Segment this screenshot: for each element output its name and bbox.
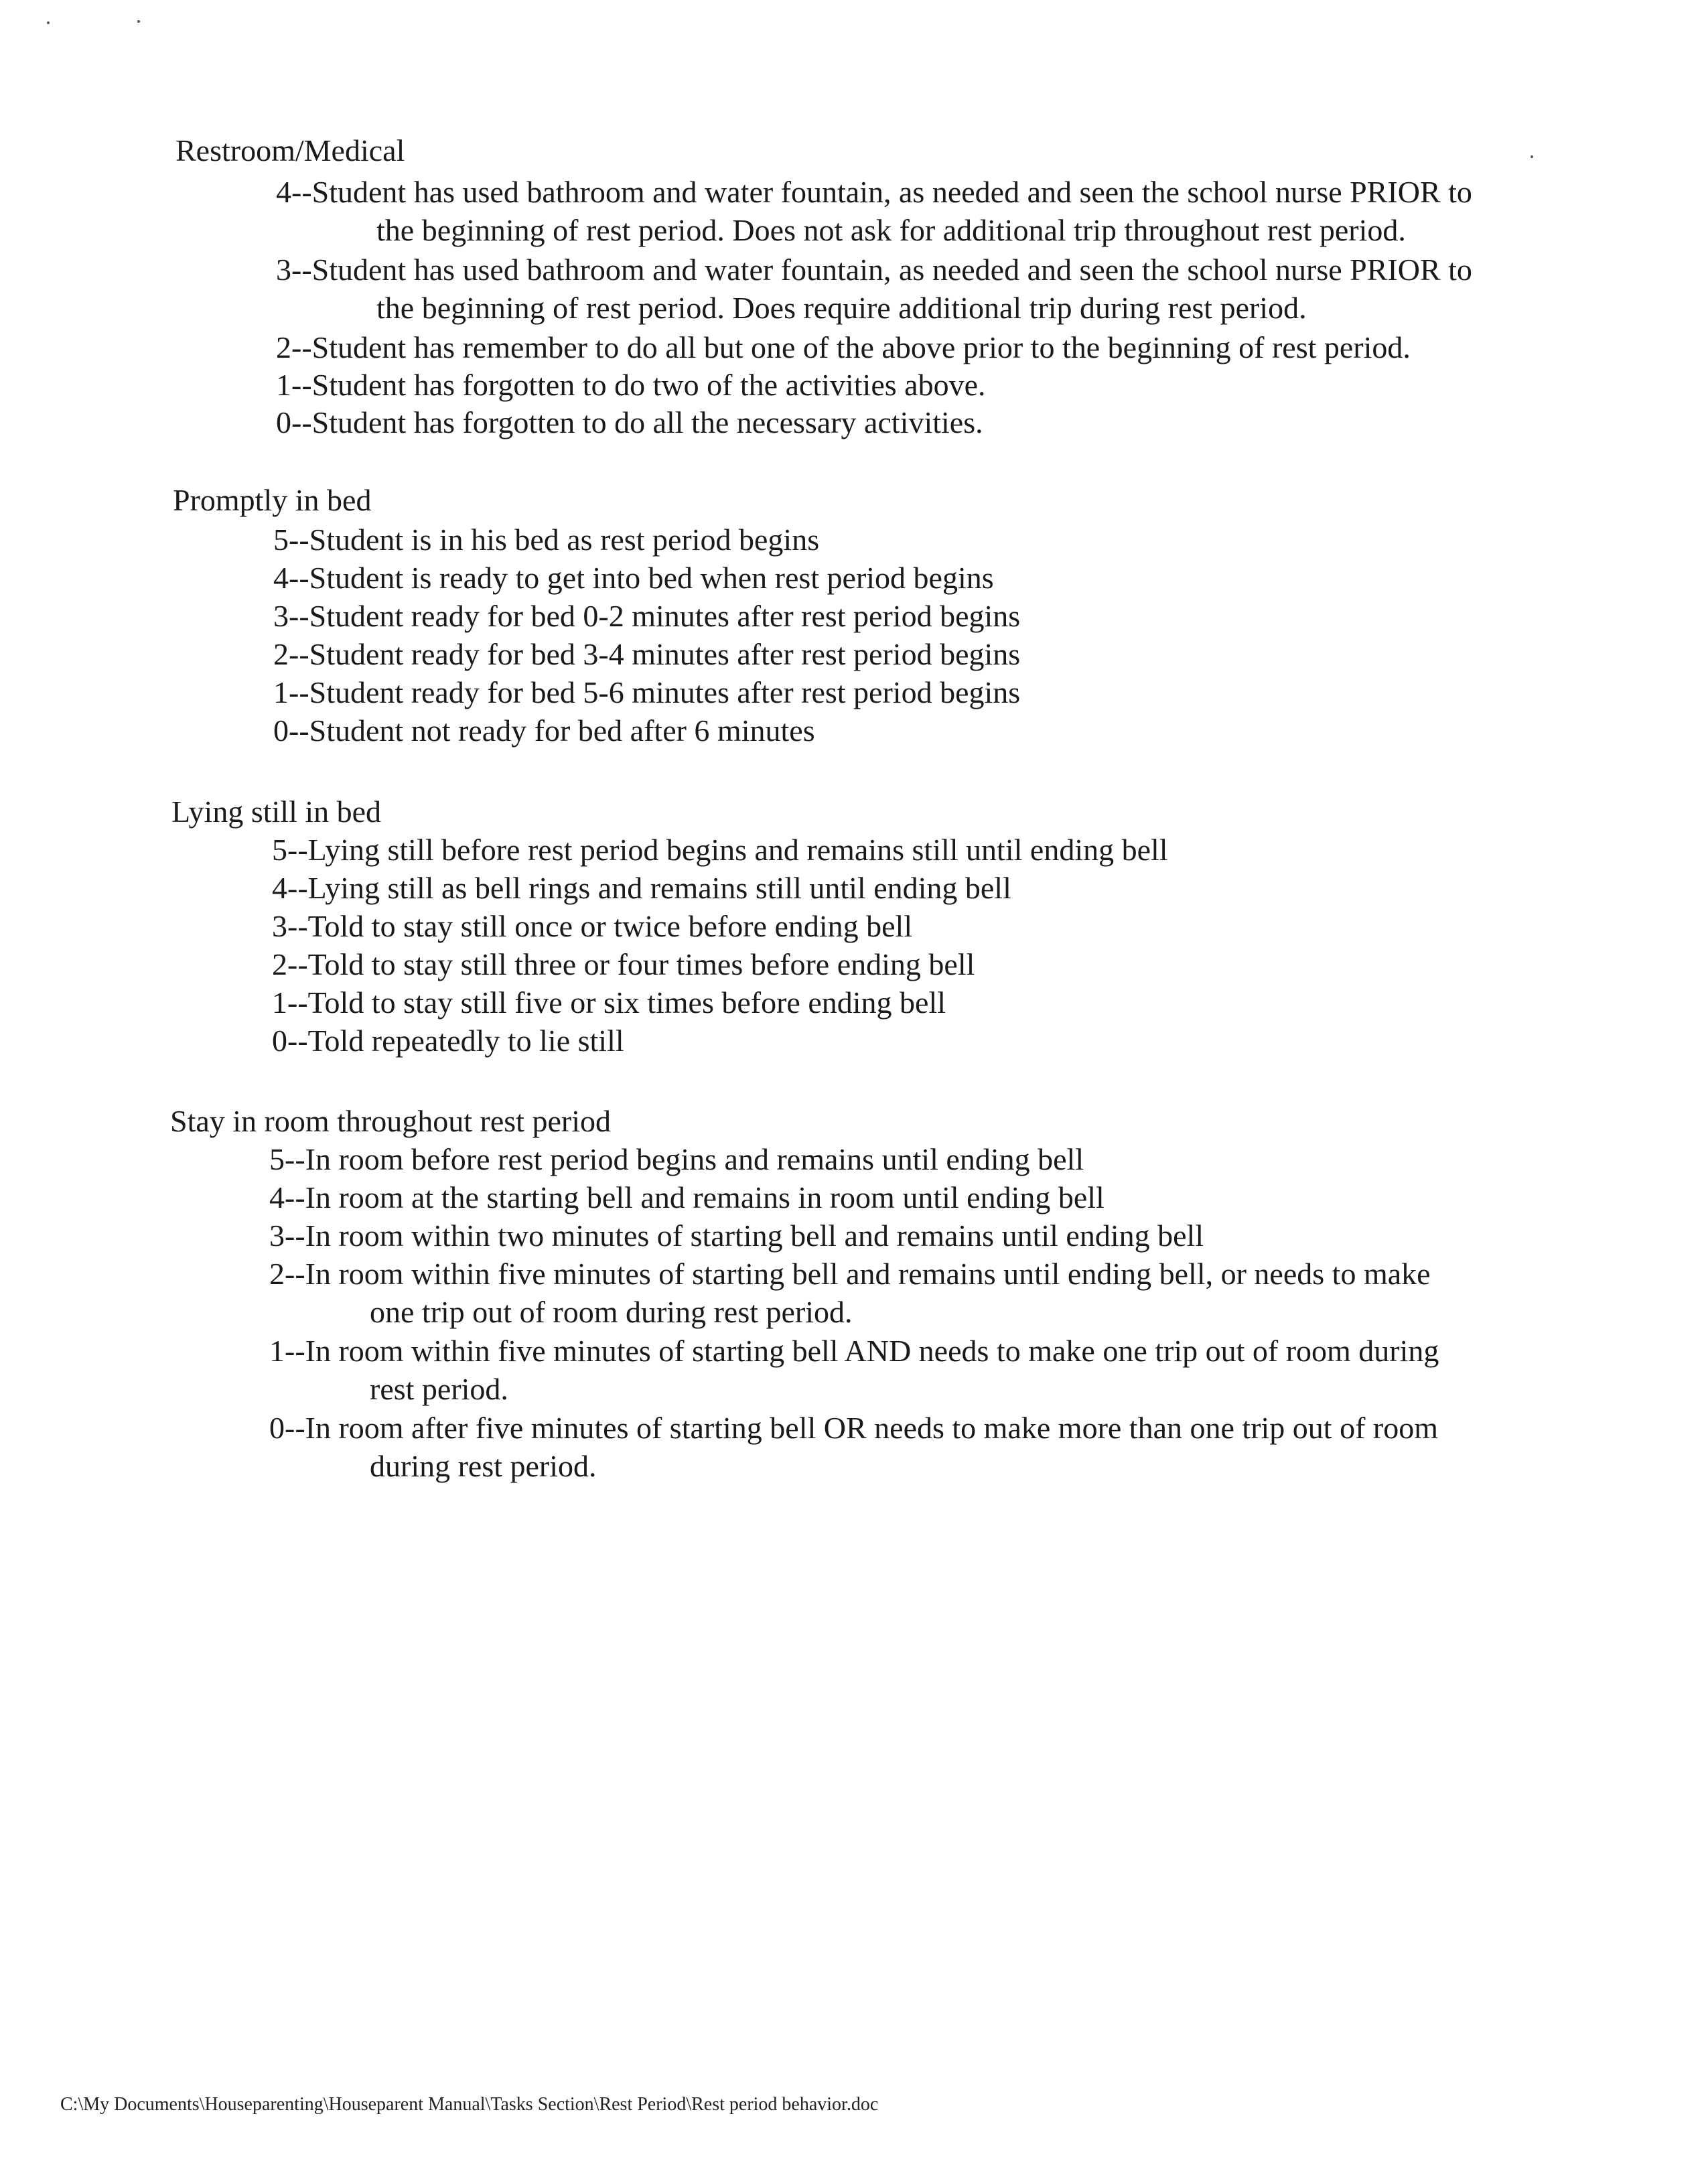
rubric-item — [269, 1216, 1204, 1255]
rubric-item-continuation: the beginning of rest period. Does require additional trip during rest period. — [376, 291, 1307, 325]
rubric-item-line: 5--Lying still before rest period begins and remains still until ending bell — [272, 833, 1168, 867]
rubric-item-line: 5--Student is in his bed as rest period begins — [273, 522, 820, 557]
section-heading: Promptly in bed — [173, 483, 372, 517]
rubric-item — [276, 366, 985, 404]
scan-speck — [1531, 155, 1533, 158]
rubric-item — [273, 559, 994, 597]
rubric-item — [276, 173, 1472, 249]
rubric-item-continuation: during rest period. — [370, 1449, 597, 1483]
rubric-item-line: 3--Student has used bathroom and water fountain, as needed and seen the school nurse PRIOR to — [276, 253, 1472, 287]
rubric-item-line: 4--Lying still as bell rings and remains still until ending bell — [272, 871, 1011, 905]
rubric-item — [273, 520, 819, 559]
rubric-item-line: 2--Told to stay still three or four times before ending bell — [272, 947, 975, 981]
file-path-footer: C:\My Documents\Houseparenting\Houseparent Manual\Tasks Section\Rest Period\Rest period behavior.doc — [60, 2094, 879, 2115]
rubric-item — [269, 1409, 1438, 1485]
rubric-item — [272, 1022, 624, 1060]
rubric-item — [272, 983, 946, 1022]
rubric-item-line: 3--In room within two minutes of starting bell and remains until ending bell — [269, 1218, 1204, 1253]
rubric-item — [276, 328, 1411, 366]
rubric-item-line: 4--Student has used bathroom and water fountain, as needed and seen the school nurse PRIOR to — [276, 175, 1472, 209]
rubric-item-line: 3--Told to stay still once or twice before ending bell — [272, 909, 913, 943]
rubric-item — [273, 635, 1020, 673]
rubric-item-continuation: rest period. — [370, 1372, 508, 1406]
rubric-item — [272, 831, 1168, 869]
rubric-item — [272, 907, 912, 945]
rubric-item — [269, 1140, 1084, 1178]
rubric-item-line: 1--Student has forgotten to do two of the activities above. — [276, 368, 986, 402]
rubric-item — [272, 869, 1011, 907]
rubric-item — [276, 403, 983, 441]
section-heading: Lying still in bed — [171, 794, 382, 829]
rubric-item-line: 4--Student is ready to get into bed when rest period begins — [273, 561, 994, 595]
rubric-item — [269, 1255, 1431, 1331]
rubric-item-line: 0--In room after five minutes of starting bell OR needs to make more than one trip out of room — [269, 1411, 1438, 1445]
rubric-item — [272, 945, 975, 983]
rubric-item-line: 4--In room at the starting bell and remains in room until ending bell — [269, 1180, 1105, 1214]
rubric-item — [273, 673, 1020, 711]
rubric-item-line: 2--In room within five minutes of starting bell and remains until ending bell, or needs to make — [269, 1257, 1431, 1291]
rubric-item-line: 1--Student ready for bed 5-6 minutes after rest period begins — [273, 675, 1021, 709]
rubric-item-line: 0--Student has forgotten to do all the necessary activities. — [276, 405, 983, 439]
rubric-item — [273, 597, 1020, 635]
rubric-item — [269, 1178, 1105, 1216]
rubric-item — [273, 711, 815, 750]
scan-speck — [47, 21, 50, 24]
rubric-item — [269, 1332, 1439, 1408]
rubric-item-line: 2--Student ready for bed 3-4 minutes after rest period begins — [273, 637, 1021, 671]
rubric-item — [276, 251, 1472, 327]
section-heading: Stay in room throughout rest period — [170, 1104, 611, 1138]
rubric-item-line: 0--Student not ready for bed after 6 minutes — [273, 713, 815, 748]
rubric-item-line: 3--Student ready for bed 0-2 minutes after rest period begins — [273, 599, 1021, 633]
rubric-item-line: 5--In room before rest period begins and remains until ending bell — [269, 1142, 1084, 1176]
rubric-item-continuation: the beginning of rest period. Does not ask for additional trip throughout rest period. — [376, 213, 1406, 247]
rubric-item-line: 0--Told repeatedly to lie still — [272, 1024, 624, 1058]
scan-speck — [137, 20, 140, 23]
rubric-item-line: 2--Student has remember to do all but one of the above prior to the beginning of rest period. — [276, 330, 1411, 364]
rubric-item-line: 1--Told to stay still five or six times before ending bell — [272, 985, 946, 1020]
rubric-item-continuation: one trip out of room during rest period. — [370, 1295, 853, 1329]
rubric-item-line: 1--In room within five minutes of starting bell AND needs to make one trip out of room during — [269, 1334, 1439, 1368]
section-heading: Restroom/Medical — [175, 133, 405, 167]
